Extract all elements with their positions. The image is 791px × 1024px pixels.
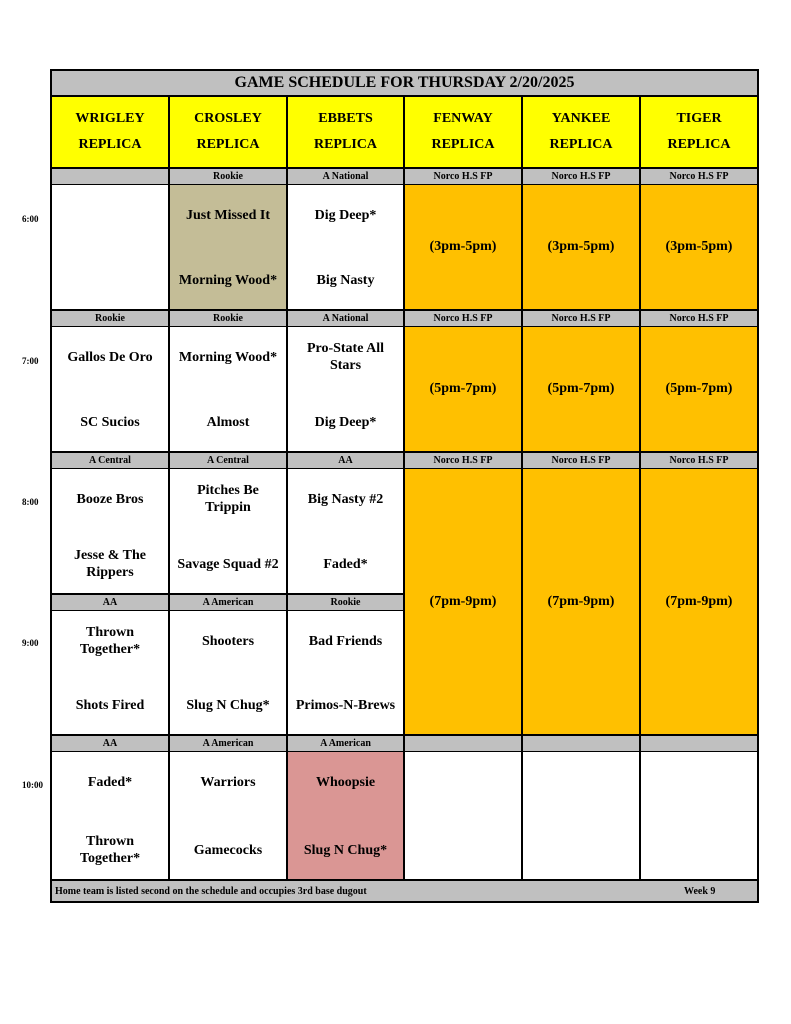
home-team: Primos-N-Brews bbox=[295, 697, 396, 713]
game-cell bbox=[170, 327, 288, 453]
division-band: A National bbox=[288, 311, 405, 327]
field-header-yankee bbox=[523, 97, 641, 169]
away-team: Shooters bbox=[201, 633, 255, 649]
home-team: Shots Fired bbox=[75, 697, 145, 713]
field-header-fenway bbox=[405, 97, 523, 169]
division-band: A American bbox=[170, 736, 288, 752]
division-band: A American bbox=[170, 595, 288, 611]
time-label-8: 8:00 bbox=[22, 497, 39, 507]
game-cell bbox=[52, 752, 170, 879]
game-cell bbox=[288, 185, 405, 311]
division-band: Rookie bbox=[170, 169, 288, 185]
away-team: Booze Bros bbox=[76, 491, 144, 507]
home-team: Dig Deep* bbox=[314, 414, 377, 430]
home-team: Slug N Chug* bbox=[303, 842, 388, 858]
away-team: Faded* bbox=[87, 774, 133, 790]
rental-block: (3pm-5pm) bbox=[405, 185, 523, 311]
away-team: Warriors bbox=[200, 774, 256, 790]
division-band: Rookie bbox=[52, 311, 170, 327]
rental-block: (3pm-5pm) bbox=[641, 185, 757, 311]
division-band: Norco H.S FP bbox=[405, 311, 523, 327]
game-cell bbox=[288, 469, 405, 595]
field-header-wrigley bbox=[52, 97, 170, 169]
footer-note: Home team is listed second on the schedule and occupies 3rd base dugout bbox=[55, 885, 367, 897]
game-cell bbox=[170, 611, 288, 736]
rental-block: (3pm-5pm) bbox=[523, 185, 641, 311]
division-band: Rookie bbox=[170, 311, 288, 327]
division-band: Norco H.S FP bbox=[523, 169, 641, 185]
schedule-table bbox=[50, 69, 759, 903]
field-name: EBBETS bbox=[318, 111, 373, 126]
home-team: SC Sucios bbox=[80, 414, 140, 430]
field-header-tiger bbox=[641, 97, 757, 169]
home-team: Slug N Chug* bbox=[186, 697, 270, 713]
field-name: TIGER bbox=[676, 111, 722, 126]
division-band bbox=[405, 736, 523, 752]
time-label-6: 6:00 bbox=[22, 214, 39, 224]
field-sub: REPLICA bbox=[196, 137, 260, 152]
field-name: FENWAY bbox=[433, 111, 493, 126]
division-band bbox=[641, 736, 757, 752]
division-band: Rookie bbox=[288, 595, 405, 611]
division-band: A American bbox=[288, 736, 405, 752]
home-team: Faded* bbox=[323, 556, 368, 572]
away-team: Thrown Together* bbox=[79, 625, 141, 657]
game-cell bbox=[170, 469, 288, 595]
field-header-crosley bbox=[170, 97, 288, 169]
game-cell bbox=[52, 469, 170, 595]
division-band: Norco H.S FP bbox=[641, 453, 757, 469]
division-band: AA bbox=[52, 595, 170, 611]
game-cell bbox=[170, 185, 288, 311]
game-cell-empty bbox=[52, 185, 170, 311]
game-cell bbox=[288, 752, 405, 879]
rental-block: (7pm-9pm) bbox=[405, 469, 523, 736]
game-cell bbox=[288, 327, 405, 453]
division-band: Norco H.S FP bbox=[641, 169, 757, 185]
field-sub: REPLICA bbox=[667, 137, 731, 152]
away-team: Dig Deep* bbox=[314, 207, 377, 223]
rental-block: (7pm-9pm) bbox=[523, 469, 641, 736]
home-team: Almost bbox=[206, 414, 250, 430]
away-team: Whoopsie bbox=[315, 774, 376, 790]
rental-block: (5pm-7pm) bbox=[641, 327, 757, 453]
time-label-10: 10:00 bbox=[22, 780, 43, 790]
empty-cell bbox=[641, 752, 757, 879]
division-band: Norco H.S FP bbox=[405, 453, 523, 469]
field-sub: REPLICA bbox=[78, 137, 142, 152]
away-team: Morning Wood* bbox=[178, 349, 278, 365]
division-band: Norco H.S FP bbox=[523, 311, 641, 327]
division-band bbox=[52, 169, 170, 185]
division-band: Norco H.S FP bbox=[641, 311, 757, 327]
division-band bbox=[523, 736, 641, 752]
division-band: AA bbox=[288, 453, 405, 469]
time-label-7: 7:00 bbox=[22, 356, 39, 366]
away-team: Bad Friends bbox=[308, 633, 383, 649]
page-title: GAME SCHEDULE FOR THURSDAY 2/20/2025 bbox=[52, 71, 757, 97]
division-band: AA bbox=[52, 736, 170, 752]
away-team: Big Nasty #2 bbox=[307, 491, 384, 507]
away-team: Gallos De Oro bbox=[67, 349, 153, 365]
empty-cell bbox=[523, 752, 641, 879]
division-band: A Central bbox=[170, 453, 288, 469]
game-cell bbox=[288, 611, 405, 736]
rental-block: (5pm-7pm) bbox=[523, 327, 641, 453]
away-team: Just Missed It bbox=[185, 207, 270, 223]
field-sub: REPLICA bbox=[313, 137, 377, 152]
home-team: Savage Squad #2 bbox=[177, 556, 279, 572]
division-band: Norco H.S FP bbox=[405, 169, 523, 185]
field-sub: REPLICA bbox=[549, 137, 613, 152]
field-sub: REPLICA bbox=[431, 137, 495, 152]
rental-block: (7pm-9pm) bbox=[641, 469, 757, 736]
away-team: Pro-State All Stars bbox=[306, 341, 385, 373]
empty-cell bbox=[405, 752, 523, 879]
home-team: Morning Wood* bbox=[178, 272, 278, 288]
home-team: Thrown Together* bbox=[79, 834, 141, 866]
home-team: Jesse & The Rippers bbox=[73, 548, 147, 580]
time-label-9: 9:00 bbox=[22, 638, 39, 648]
game-cell bbox=[52, 611, 170, 736]
footer-bar bbox=[52, 879, 757, 901]
field-name: YANKEE bbox=[551, 111, 611, 126]
field-name: CROSLEY bbox=[194, 111, 262, 126]
division-band: A National bbox=[288, 169, 405, 185]
division-band: Norco H.S FP bbox=[523, 453, 641, 469]
rental-block: (5pm-7pm) bbox=[405, 327, 523, 453]
game-cell bbox=[170, 752, 288, 879]
field-name: WRIGLEY bbox=[75, 111, 145, 126]
division-band: A Central bbox=[52, 453, 170, 469]
field-header-ebbets bbox=[288, 97, 405, 169]
away-team: Pitches Be Trippin bbox=[197, 483, 259, 515]
game-cell bbox=[52, 327, 170, 453]
week-label: Week 9 bbox=[684, 885, 716, 897]
home-team: Gamecocks bbox=[193, 842, 263, 858]
home-team: Big Nasty bbox=[316, 272, 375, 288]
